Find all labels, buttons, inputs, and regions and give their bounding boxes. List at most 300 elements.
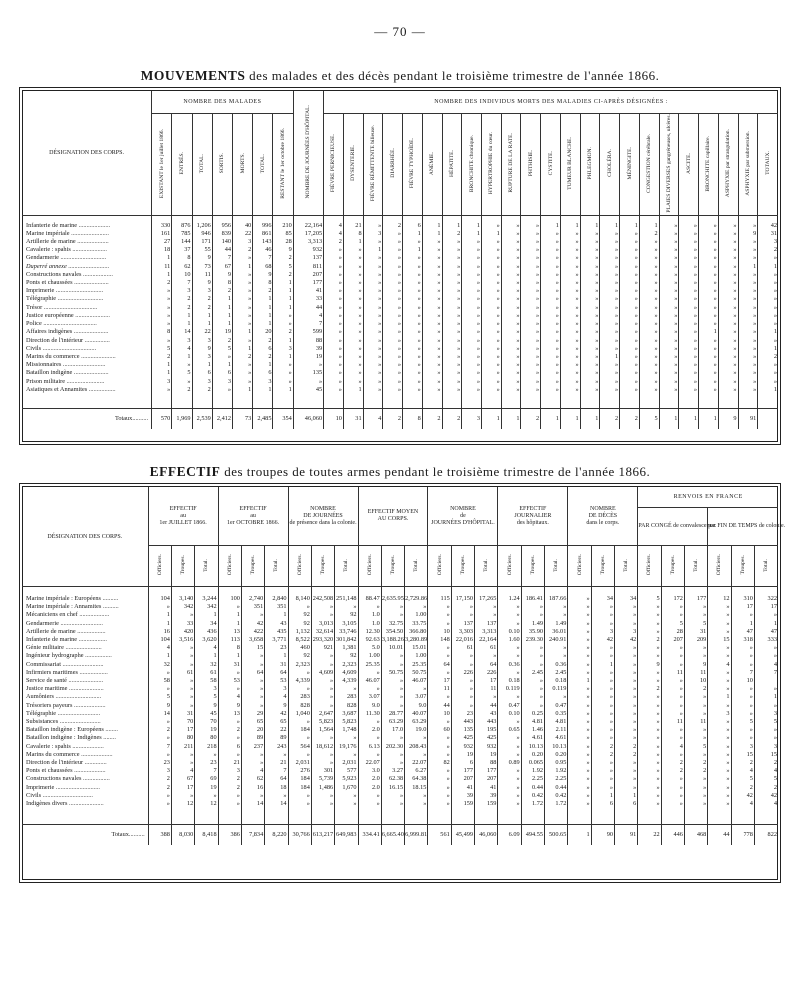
malades-col-label: SORTIS. [219,153,226,174]
total-deaths-cell: 1 [560,408,580,429]
effectif-cell: » [498,669,521,677]
effectif-cell: 3,280.89 [405,636,428,644]
deaths-cell: » [462,238,482,246]
deaths-cell: » [403,287,423,295]
deaths-cell: » [580,337,600,345]
effectif-cell: 3 [731,743,754,751]
deaths-cell: » [679,254,699,262]
total-cell: 388 [148,825,171,846]
effectif-cell: » [358,603,381,611]
deaths-cell: » [521,287,541,295]
table-row [22,800,778,808]
deaths-cell: » [363,353,383,361]
deaths-cell: » [738,386,758,394]
effectif-cell: 29 [241,710,264,718]
malades-cell: 330 [152,222,172,230]
deaths-cell: » [324,328,344,336]
deaths-cell: » [521,361,541,369]
total-cell: 7,834 [241,825,264,846]
deaths-cell: » [482,263,502,271]
deaths-cell: » [758,369,778,377]
total-deaths-cell: 1 [580,408,600,429]
sub-col-label: Officiers. [506,554,513,576]
effectif-cell: 23 [451,710,474,718]
effectif-cell: 21 [218,759,241,767]
deaths-cell: » [600,378,620,386]
disease-col-header [541,114,561,216]
deaths-cell: » [639,353,659,361]
table-row [22,652,778,660]
disease-col-label: ANÉMIE. [429,151,436,175]
sub-col-header [405,546,428,587]
effectif-cell: » [591,652,614,660]
effectif-cell: 92 [288,652,311,660]
malades-cell: 9 [212,271,232,279]
effectif-cell: 351 [265,603,288,611]
effectif-cell: » [708,726,731,734]
effectif-cell: » [661,611,684,619]
table-row [22,230,778,238]
effectif-cell: 1.49 [521,620,544,628]
group-header-line3: AU CORPS. [377,516,409,522]
effectif-cell: 0.10 [498,628,521,636]
effectif-cell: » [171,644,194,652]
effectif-cell: » [568,702,591,710]
row-label: Imprimerie .............................. [26,287,104,295]
disease-col-header [343,114,363,216]
deaths-cell: » [560,271,580,279]
effectif-cell: 16 [241,784,264,792]
effectif-cell: » [381,751,404,759]
total-deaths-cell: 2 [422,408,442,429]
effectif-cell: » [311,702,334,710]
deaths-cell: » [324,287,344,295]
effectif-cell: » [218,603,241,611]
total-deaths-cell: 3 [462,408,482,429]
malades-cell: 9 [192,345,212,353]
effectif-cell: » [218,718,241,726]
effectif-cell: » [731,702,754,710]
deaths-cell: » [758,271,778,279]
deaths-cell: » [639,304,659,312]
malades-cell: 7 [212,254,232,262]
effectif-cell: 58 [148,677,171,685]
table-row [22,295,778,303]
row-label: Imprimerie ............................ [26,783,100,791]
deaths-cell: » [580,238,600,246]
malades-col-header [253,114,273,216]
malades-cell: » [273,312,293,320]
effectif-cell: 33,746 [335,628,358,636]
deaths-cell: » [462,320,482,328]
totals-label: Totaux.......... [22,825,148,846]
effectif-cell: » [521,702,544,710]
deaths-cell: » [343,345,363,353]
effectif-cell: » [381,800,404,808]
effectif-cell: 92 [288,620,311,628]
deaths-cell: » [560,287,580,295]
effectif-cell: » [241,661,264,669]
effectif-cell: 43 [265,620,288,628]
effectif-cell: » [218,792,241,800]
disease-col-header [639,114,659,216]
malades-cell: 1 [273,295,293,303]
disease-col-header [659,114,679,216]
malades-cell: 22 [233,230,253,238]
effectif-cell: » [428,652,451,660]
effectif-cell: 2,840 [265,595,288,603]
effectif-cell: » [311,661,334,669]
group-header [498,487,568,546]
malades-cell: » [152,386,172,394]
deaths-cell: » [343,246,363,254]
deaths-cell: 1 [600,222,620,230]
effectif-cell: » [754,644,778,652]
effectif-cell: » [684,644,707,652]
effectif-cell: 828 [335,702,358,710]
effectif-cell: » [311,611,334,619]
effectif-cell: » [545,611,568,619]
effectif-cell: 89 [241,734,264,742]
effectif-cell: » [708,767,731,775]
effectif-cell: 283 [335,693,358,701]
effectif-cell: 20 [241,726,264,734]
effectif-cell: 113 [218,636,241,644]
malades-cell: » [212,353,232,361]
effectif-cell: 1.00 [405,652,428,660]
effectif-cell: 4.61 [545,734,568,742]
sub-col-label: Total. [763,558,770,572]
effectif-cell: 4 [148,644,171,652]
effectif-cell: » [731,685,754,693]
effectif-cell: 88.47 [358,595,381,603]
deaths-cell: » [620,271,640,279]
deaths-cell: » [521,320,541,328]
deaths-cell: » [659,320,679,328]
effectif-cell: 0.36 [498,661,521,669]
sub-col-header [451,546,474,587]
deaths-cell: » [482,222,502,230]
deaths-cell: » [343,320,363,328]
deaths-cell: » [422,345,442,353]
effectif-cell: » [614,693,637,701]
deaths-cell: » [718,378,738,386]
effectif-cell: » [591,685,614,693]
effectif-cell: » [311,792,334,800]
effectif-cell: » [451,603,474,611]
effectif-cell: 65 [265,718,288,726]
disease-col-label: ASCITE. [685,152,692,174]
malades-cell: 1 [212,304,232,312]
effectif-cell: 42 [265,710,288,718]
effectif-cell: » [428,603,451,611]
effectif-cell: 0.119 [498,685,521,693]
total-cell: 822 [754,825,778,846]
effectif-cell: 3,013 [311,620,334,628]
effectif-cell: 17 [731,603,754,611]
effectif-cell: » [568,718,591,726]
group-header-line3: 1er JUILLET 1866. [159,519,207,526]
table-row [22,784,778,792]
disease-col-header [758,114,778,216]
effectif-cell: 82 [428,759,451,767]
effectif-cell: 301,842 [336,636,357,644]
malades-cell: 20 [253,328,273,336]
effectif-cell: 19 [475,751,498,759]
malades-cell: 5 [273,263,293,271]
effectif-cell: » [148,669,171,677]
deaths-cell: » [699,337,719,345]
deaths-cell: » [620,337,640,345]
effectif-cell: 3.07 [405,693,428,701]
total-journees-cell: 46,060 [293,408,323,429]
row-label: Marine impériale : Annamites .......... [26,603,119,611]
effectif-cell: » [614,734,637,742]
effectif-cell: » [521,685,544,693]
effectif-cell: 1.0 [358,620,381,628]
deaths-cell: » [738,345,758,353]
effectif-cell: 47 [754,628,778,636]
effectif-cell: 11 [475,685,498,693]
effectif-cell: 46.07 [358,677,381,685]
deaths-cell: » [363,312,383,320]
effectif-cell: 2 [661,767,684,775]
deaths-cell: » [403,386,423,394]
deaths-cell: » [699,386,719,394]
malades-cell: 5 [172,369,192,377]
effectif-cell: » [428,784,451,792]
effectif-cell: 0.35 [545,710,568,718]
effectif-cell: 1.72 [545,800,568,808]
effectif-cell: 14 [241,800,264,808]
deaths-cell: » [758,361,778,369]
disease-col-header [462,114,482,216]
deaths-cell: » [482,238,502,246]
effectif-cell: » [731,693,754,701]
journees-cell: 88 [293,337,323,345]
total-cell: 494.55 [521,825,544,846]
row-label: Justice européenne ...................... [26,311,110,319]
effectif-cell: 2 [684,685,707,693]
deaths-cell: » [758,378,778,386]
effectif-cell: 28.77 [381,710,404,718]
deaths-cell: » [758,312,778,320]
disease-col-label: FIÈVRE RÉMITTENTE bilieuse. [369,125,376,202]
effectif-cell: 62.38 [381,775,404,783]
effectif-cell: » [218,734,241,742]
malades-cell: 1 [172,312,192,320]
deaths-cell: » [639,238,659,246]
effectif-cell: 16.15 [381,784,404,792]
effectif-cell: » [708,603,731,611]
journees-cell: 45 [293,386,323,394]
total-deaths-cell: 2 [442,408,462,429]
total-cell: 6,999.81 [405,825,428,846]
effectif-cell: » [614,644,637,652]
table-row [22,337,778,345]
effectif-cell: » [288,669,311,677]
effectif-cell: 0.18 [545,677,568,685]
deaths-cell: » [521,271,541,279]
effectif-cell: » [288,603,311,611]
journees-header-text: NOMBRE DE JOURNÉES D'HÔPITAL. [305,105,312,199]
effectif-cell: 4 [241,767,264,775]
deaths-cell: » [718,328,738,336]
effectif-cell: 17 [171,726,194,734]
deaths-cell: » [541,279,561,287]
deaths-cell: » [363,328,383,336]
deaths-cell: » [718,337,738,345]
effectif-cell: 64 [475,661,498,669]
malades-cell: » [233,271,253,279]
effectif-cell: 42 [614,636,637,644]
deaths-cell: » [718,271,738,279]
malades-cell: » [233,279,253,287]
effectif-cell: 3.27 [381,767,404,775]
deaths-cell: » [718,361,738,369]
effectif-cell: » [148,718,171,726]
deaths-cell: » [679,361,699,369]
effectif-cell: 18.15 [405,784,428,792]
effectif-cell: 2 [661,759,684,767]
effectif-cell: 351 [241,603,264,611]
effectif-cell: 932 [451,743,474,751]
deaths-cell: » [403,378,423,386]
total-deaths-cell: 1 [679,408,699,429]
effectif-cell: » [381,759,404,767]
row-label: Duperré annexe .......................... [26,262,110,270]
effectif-cell: » [568,620,591,628]
effectif-cell: » [638,800,661,808]
deaths-cell: » [403,238,423,246]
deaths-cell: » [442,254,462,262]
deaths-cell: » [758,254,778,262]
deaths-cell: » [659,230,679,238]
effectif-cell: » [498,784,521,792]
effectif-cell: » [591,677,614,685]
deaths-cell: 1 [758,263,778,271]
disease-col-header [679,114,699,216]
deaths-cell: 1 [403,246,423,254]
journees-cell: 39 [293,345,323,353]
disease-col-label: TUMEUR BLANCHE. [567,136,574,190]
malades-cell: 2 [233,353,253,361]
deaths-cell: » [501,320,521,328]
deaths-cell: » [521,328,541,336]
effectif-cell: » [591,669,614,677]
effectif-cell: » [568,628,591,636]
deaths-cell: » [679,287,699,295]
total-cell: 8,030 [171,825,194,846]
sub-col-label: Officiers. [716,554,723,576]
effectif-cell: 14 [265,800,288,808]
group-header-line3: JOURNÉES D'HÔPITAL. [431,519,495,526]
deaths-cell: » [462,295,482,303]
effectif-cell: » [428,743,451,751]
effectif-cell: » [638,628,661,636]
deaths-cell: » [482,295,502,303]
effectif-cell: 3 [754,743,778,751]
effectif-cell: 207 [661,636,684,644]
effectif-cell: 240.91 [545,636,568,644]
table-row [22,386,778,394]
total-cell: 45,499 [451,825,474,846]
deaths-cell: » [620,238,640,246]
effectif-cell: 11 [661,718,684,726]
deaths-cell: » [620,246,640,254]
deaths-cell: » [363,378,383,386]
effectif-cell: 89 [265,734,288,742]
deaths-cell: » [403,263,423,271]
deaths-cell: » [324,386,344,394]
row-label: Infanterie de marine .................... [26,221,111,229]
deaths-cell: » [343,271,363,279]
effectif-cell: 1 [614,792,637,800]
effectif-cell: » [638,611,661,619]
effectif-cell: 932 [475,743,498,751]
effectif-cell: 41 [475,784,498,792]
deaths-cell: » [699,369,719,377]
effectif-cell: 436 [195,628,218,636]
deaths-cell: » [324,337,344,345]
malades-cell: 18 [152,246,172,254]
page-number: — 70 — [374,24,426,39]
deaths-cell: » [639,361,659,369]
malades-cell: 37 [172,246,192,254]
deaths-cell: » [324,345,344,353]
effectif-cell: 1.92 [521,767,544,775]
malades-cell: 10 [172,271,192,279]
deaths-cell: » [403,254,423,262]
table-row [22,669,778,677]
effectif-cell: 422 [241,628,264,636]
table-row [22,685,778,693]
malades-cell: 44 [212,246,232,254]
effectif-cell: 2,323 [335,661,358,669]
row-label: Bataillon indigène : Européens ........ [26,726,118,734]
effectif-cell: » [358,685,381,693]
deaths-cell: » [541,263,561,271]
deaths-cell: » [738,312,758,320]
deaths-cell: » [560,361,580,369]
effectif-cell: » [475,693,498,701]
effectif-cell: 2,031 [288,759,311,767]
deaths-cell: » [343,295,363,303]
malades-cell: 1 [233,328,253,336]
deaths-cell: » [639,254,659,262]
malades-cell: 3 [192,353,212,361]
effectif-cell: 2 [638,685,661,693]
malades-cell: 1 [273,304,293,312]
deaths-cell: » [541,345,561,353]
effectif-cell: » [614,603,637,611]
sub-col-label: Total. [623,558,630,572]
deaths-cell: » [718,369,738,377]
deaths-cell: » [659,246,679,254]
malades-cell: 2 [172,304,192,312]
effectif-cell: » [498,652,521,660]
deaths-cell: » [659,361,679,369]
totals-row [22,825,778,846]
effectif-cell: » [148,800,171,808]
effectif-cell: 237 [241,743,264,751]
effectif-cell: 31 [218,661,241,669]
effectif-cell: 226 [475,669,498,677]
row-label: Asiatiques et Annamites ................. [26,385,116,393]
effectif-cell: 310 [731,595,754,603]
effectif-cell: 2,740 [241,595,264,603]
effectif-cell: 207 [451,775,474,783]
